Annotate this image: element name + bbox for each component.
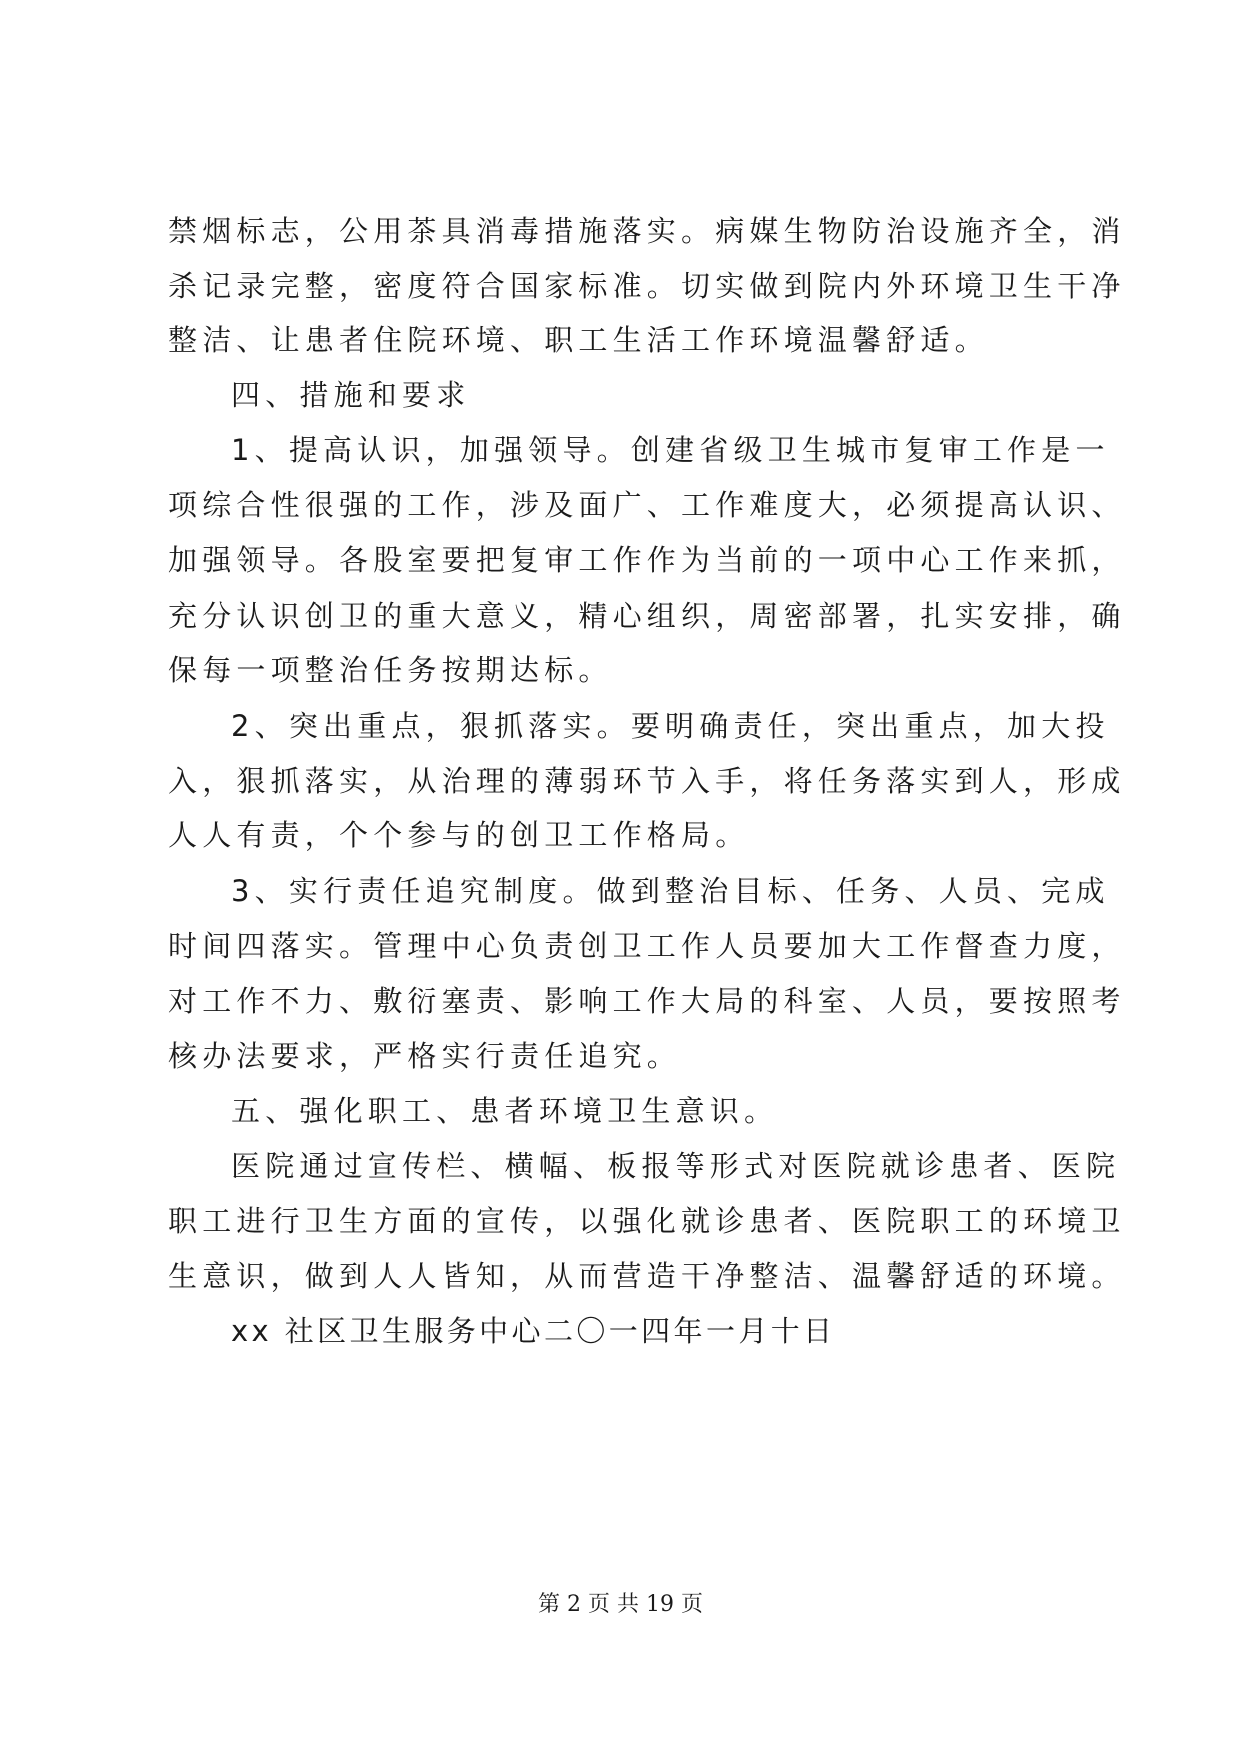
body-text-line: 3、实行责任追究制度。做到整治目标、任务、人员、完成	[231, 874, 1110, 908]
body-text-line: 保每一项整治任务按期达标。	[168, 653, 613, 687]
body-text-line: 时间四落实。管理中心负责创卫工作人员要加大工作督查力度，	[168, 929, 1126, 963]
body-text-line: 2、突出重点，狠抓落实。要明确责任，突出重点，加大投	[231, 709, 1110, 743]
body-text-line: 生意识，做到人人皆知，从而营造干净整洁、温馨舒适的环境。	[168, 1259, 1126, 1293]
body-text-line: 加强领导。各股室要把复审工作作为当前的一项中心工作来抓，	[168, 543, 1126, 577]
body-text-line: 项综合性很强的工作，涉及面广、工作难度大，必须提高认识、	[168, 488, 1126, 522]
signature-line: xx 社区卫生服务中心二〇一四年一月十日	[231, 1314, 836, 1348]
body-text-line: 杀记录完整，密度符合国家标准。切实做到院内外环境卫生干净	[168, 269, 1126, 303]
body-text-line: 1、提高认识，加强领导。创建省级卫生城市复审工作是一	[231, 433, 1110, 467]
page-number-footer: 第 2 页 共 19 页	[538, 1592, 703, 1617]
section-heading: 四、措施和要求	[231, 378, 471, 412]
body-text-line: 充分认识创卫的重大意义，精心组织，周密部署，扎实安排，确	[168, 599, 1126, 633]
body-text-line: 医院通过宣传栏、横幅、板报等形式对医院就诊患者、医院	[231, 1149, 1121, 1183]
section-heading: 五、强化职工、患者环境卫生意识。	[231, 1094, 779, 1128]
body-text-line: 整洁、让患者住院环境、职工生活工作环境温馨舒适。	[168, 323, 989, 357]
body-text-line: 对工作不力、敷衍塞责、影响工作大局的科室、人员，要按照考	[168, 984, 1126, 1018]
body-text-line: 入，狠抓落实，从治理的薄弱环节入手，将任务落实到人，形成	[168, 764, 1126, 798]
body-text-line: 职工进行卫生方面的宣传，以强化就诊患者、医院职工的环境卫	[168, 1204, 1126, 1238]
body-text-line: 人人有责，个个参与的创卫工作格局。	[168, 818, 750, 852]
body-text-line: 禁烟标志，公用茶具消毒措施落实。病媒生物防治设施齐全，消	[168, 214, 1126, 248]
body-text-line: 核办法要求，严格实行责任追究。	[168, 1039, 682, 1073]
